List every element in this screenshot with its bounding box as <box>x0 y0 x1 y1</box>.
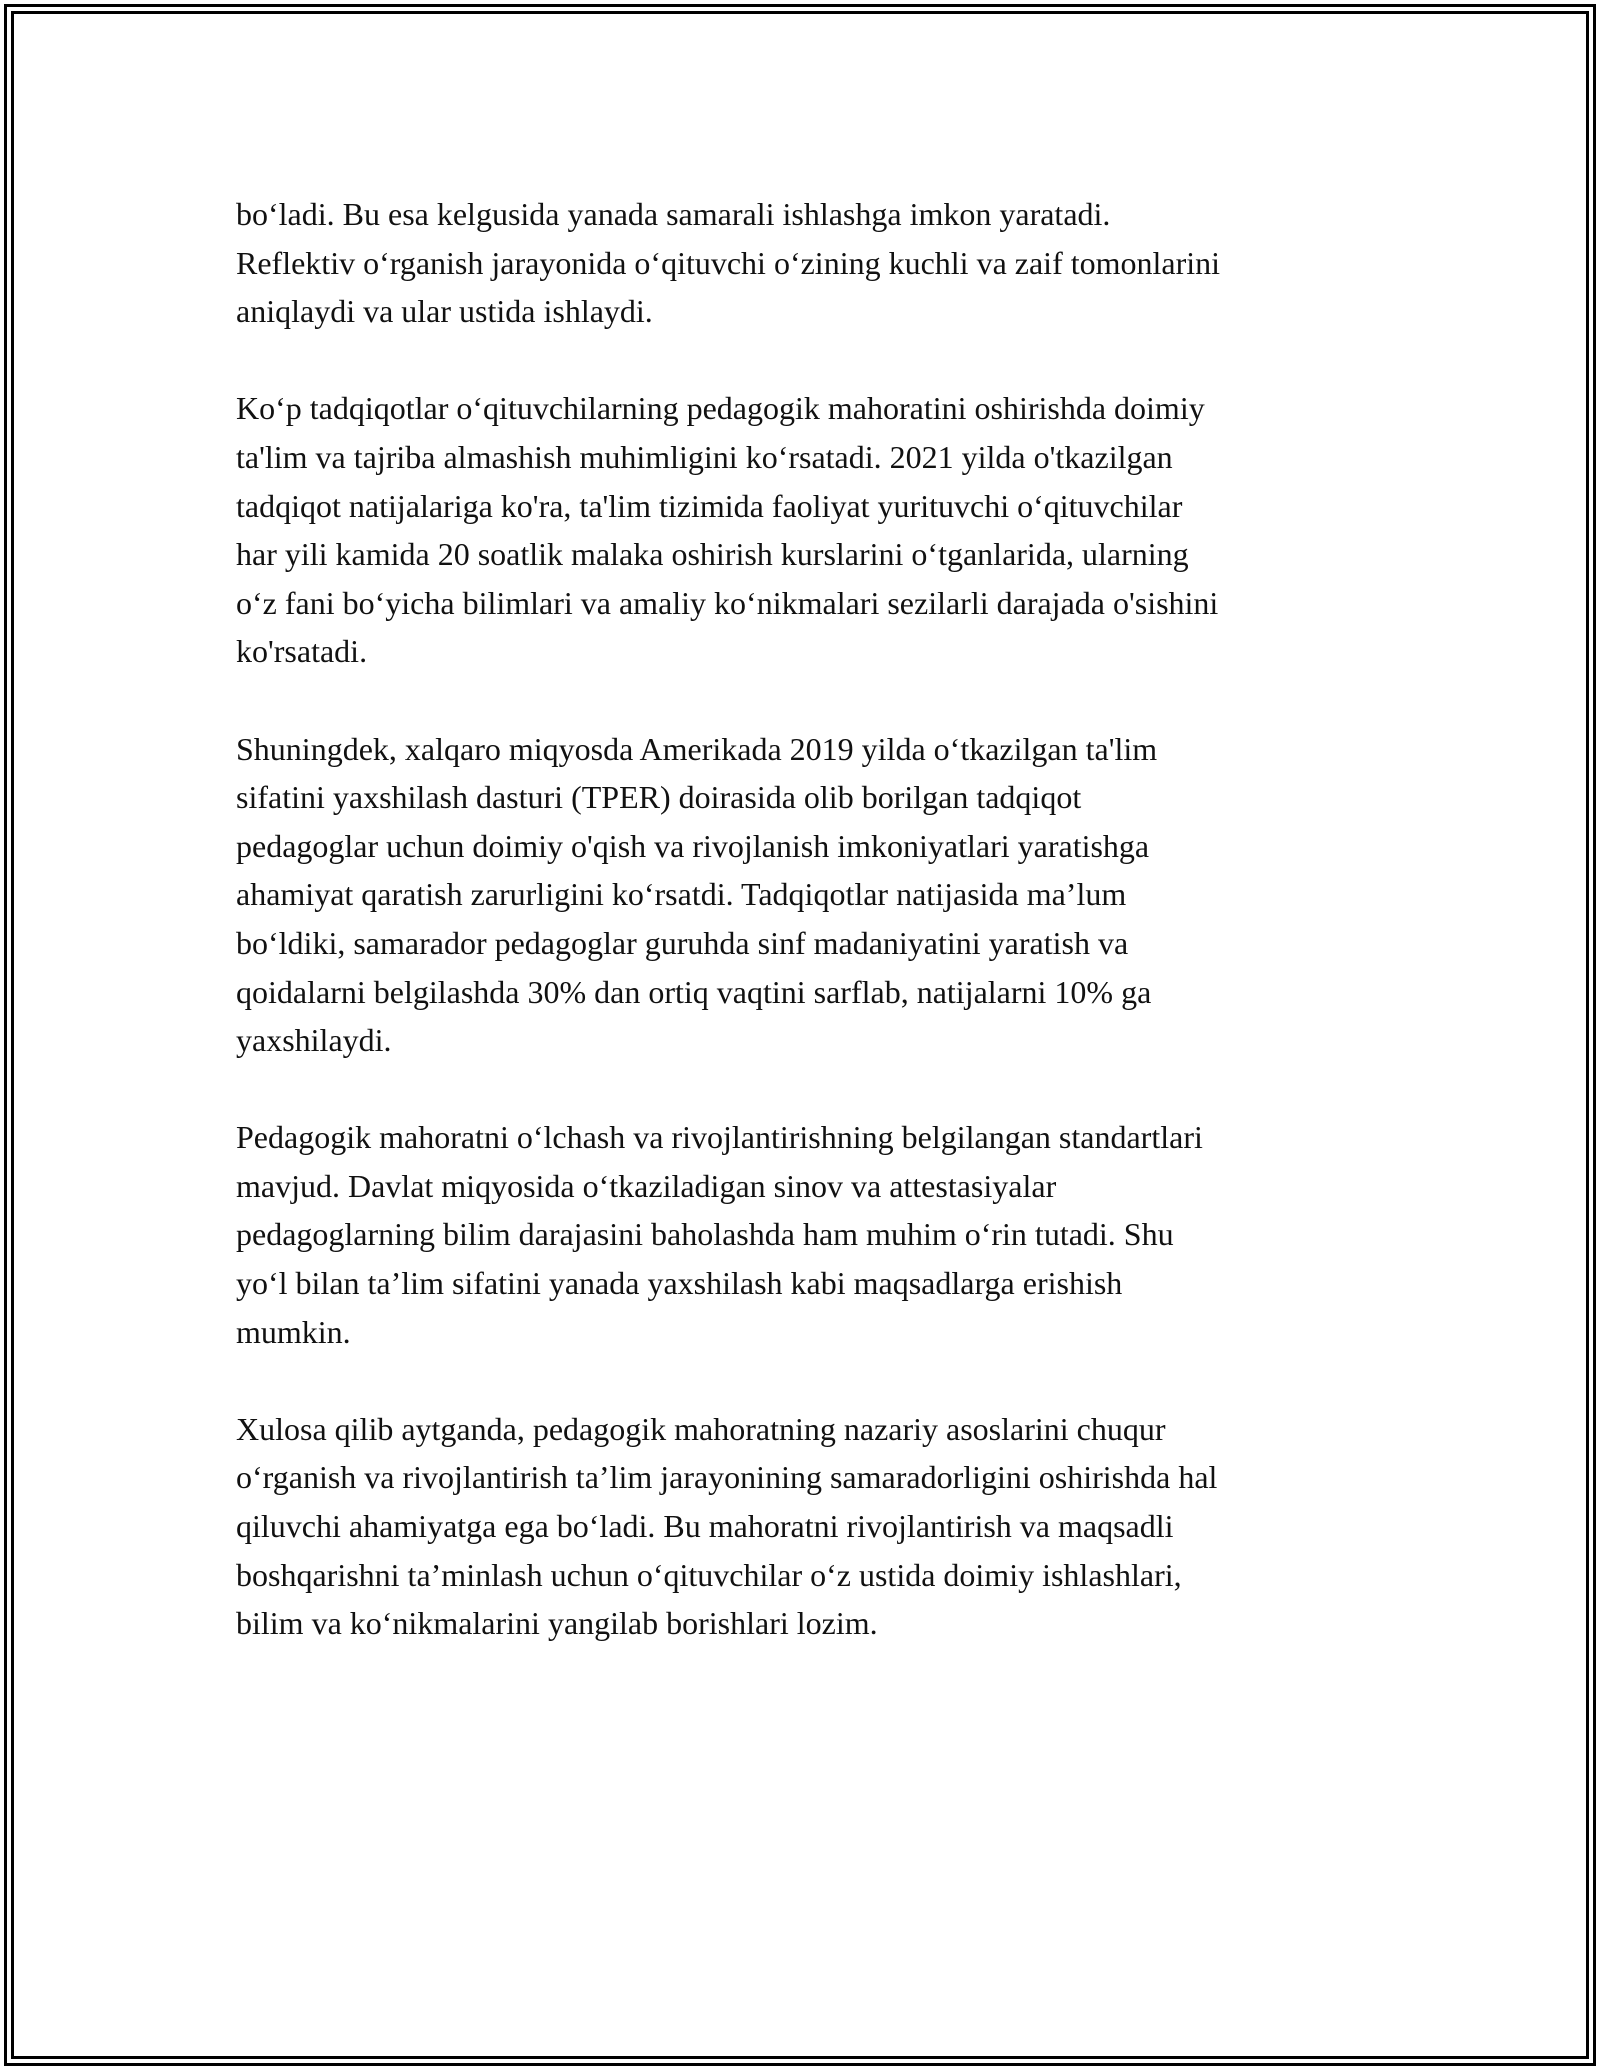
paragraph-1: bo‘ladi. Bu esa kelgusida yanada samarali ishlashga imkon yaratadi. Reflektiv o‘rganish jarayonida o‘qituvchi o‘zining kuchli va zaif tomonlarini aniqlaydi va ular ustida ishlaydi. <box>236 196 1221 330</box>
paragraph-2: Ko‘p tadqiqotlar o‘qituvchilarning pedagogik mahoratini oshirishda doimiy ta'lim va tajriba almashish muhimligini ko‘rsatadi. 2021 yilda o'tkazilgan tadqiqot natijalariga ko'ra, ta'lim tizimida faoliyat yurituvchi o‘qituvchilar har yili kamida 20 soatlik malaka oshirish kurslarini o‘tganlarida, ularning o‘z fani bo‘yicha bilimlari va amaliy ko‘nikmalari sezilarli darajada o'sishini ko'rsatadi. <box>236 390 1219 670</box>
paragraph-3: Shuningdek, xalqaro miqyosda Amerikada 2019 yilda o‘tkazilgan ta'lim sifatini yaxshilash dasturi (TPER) doirasida olib borilgan tadqiqot pedagoglar uchun doimiy o'qish va rivojlanish imkoniyatlari yaratishga ahamiyat qaratish zarurligini ko‘rsatdi. Tadqiqotlar natijasida ma’lum bo‘ldiki, samarador pedagoglar guruhda sinf madaniyatini yaratish va qoidalarni belgilashda 30% dan ortiq vaqtini sarflab, natijalarni 10% ga yaxshilaydi. <box>236 730 1158 1059</box>
paragraph-5: Xulosa qilib aytganda, pedagogik mahoratning nazariy asoslarini chuqur o‘rganish va rivojlantirish ta’lim jarayonining samaradorligini oshirishda hal qiluvchi ahamiyatga ega bo‘ladi. Bu mahoratni rivojlantirish va maqsadli boshqarishni ta’minlash uchun o‘qituvchilar o‘z ustida doimiy ishlashlari, bilim va ko‘nikmalarini yangilab borishlari lozim. <box>236 1410 1218 1642</box>
document-body <box>236 190 1376 1696</box>
paragraph-4: Pedagogik mahoratni o‘lchash va rivojlantirishning belgilangan standartlari mavjud. Davlat miqyosida o‘tkaziladigan sinov va attestasiyalar pedagoglarning bilim darajasini baholashda ham muhim o‘rin tutadi. Shu yo‘l bilan ta’lim sifatini yanada yaxshilash kabi maqsadlarga erishish mumkin. <box>236 1119 1203 1350</box>
